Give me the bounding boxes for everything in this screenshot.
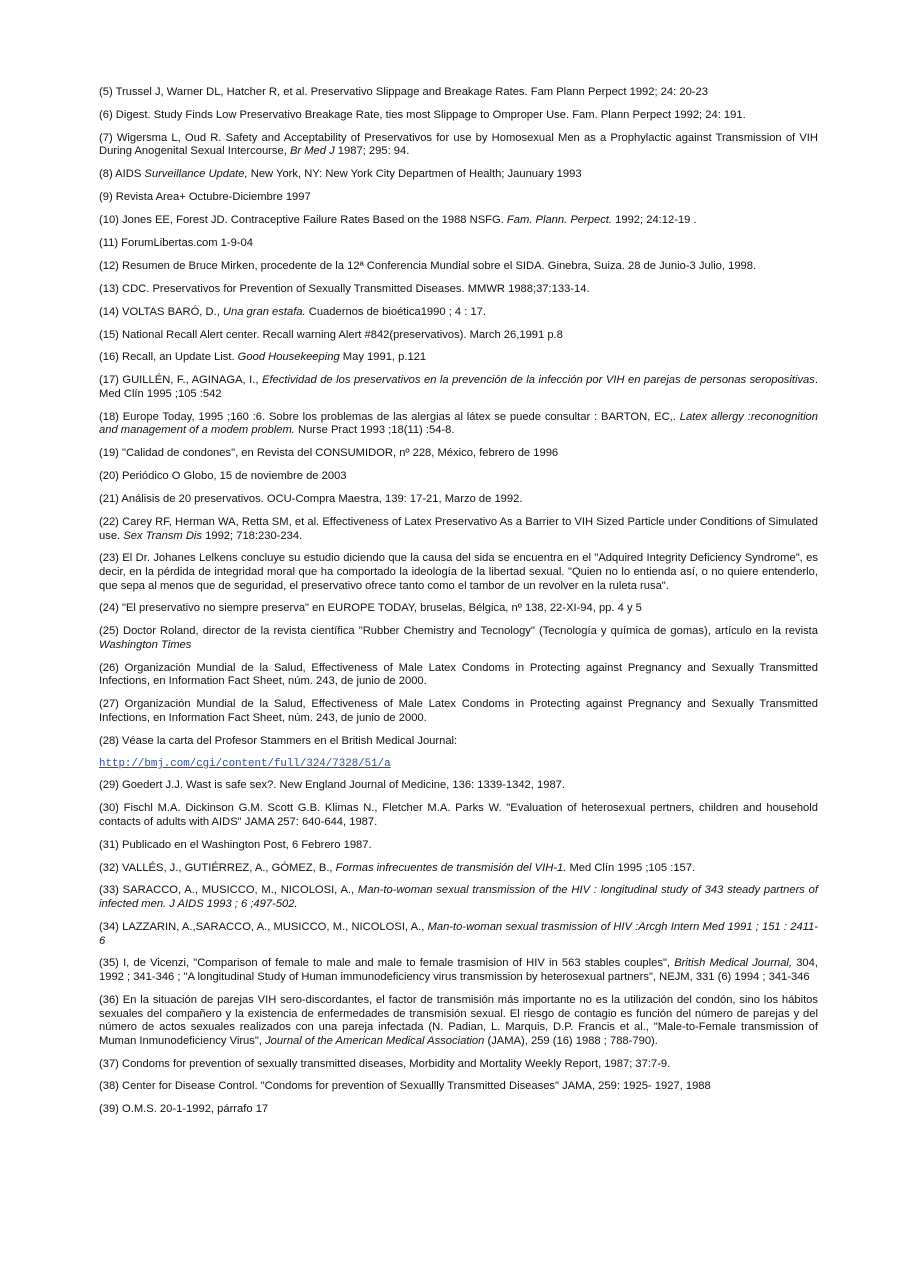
references-page [99, 86, 818, 1126]
reference-entry [99, 779, 818, 793]
reference-text: (JAMA), 259 (16) 1988 ; 788-790). [484, 1034, 658, 1047]
reference-entry [99, 329, 818, 343]
reference-text: (5) Trussel J, Warner DL, Hatcher R, et al. Preservativo Slippage and Breakage Rates. Fam Plann Perpect 1992; 24: 20-23 [99, 86, 708, 98]
reference-text: (6) Digest. Study Finds Low Preservativo Breakage Rate, ties most Slippage to Omproper Use. Fam. Plann Perpect 1992; 24: 191. [99, 108, 746, 121]
reference-title-italic: Sex Transm Dis [123, 529, 203, 542]
reference-title-italic: Journal of the American Medical Association [265, 1034, 485, 1047]
reference-text: (26) Organización Mundial de la Salud, Effectiveness of Male Latex Condoms in Protecting against Pregnancy and Sexually Transmitted Infections, en Information Fact Sheet, núm. 243, de junio de 2000. [99, 661, 818, 688]
reference-text: (18) Europe Today, 1995 ;160 :6. Sobre los problemas de las alergias al látex se puede consultar : BARTON, EC,. [99, 410, 680, 423]
reference-entry [99, 921, 818, 948]
reference-text: (31) Publicado en el Washington Post, 6 Febrero 1987. [99, 838, 372, 851]
reference-text: (19) "Calidad de condones", en Revista del CONSUMIDOR, nº 228, México, febrero de 1996 [99, 447, 559, 460]
reference-title-italic: Man-to-woman sexual trasmission of HIV :Arcgh Intern Med 1991 ; 151 : 2411-6 [99, 920, 818, 947]
reference-title-italic: Latex allergy :reconognition and management of a modem problem. [99, 410, 818, 437]
reference-text: (22) Carey RF, Herman WA, Retta SM, et al. Effectiveness of Latex Preservativo As a Barrier to VIH Sized Particle under Conditions of Simulated use. [99, 515, 818, 542]
reference-entry [99, 86, 818, 100]
reference-title-italic: Br Med J [289, 145, 335, 158]
reference-text: (23) El Dr. Johanes Lelkens concluye su estudio diciendo que la causa del sida se encuentra en el "Adquired Integrity Deficiency Syndrome", es decir, en la pérdida de integridad moral que ha comportado la ideología de la libertad sexual. "Quien no lo entienda así, o no quiere entenderlo, que sepa al menos que de seguridad, el preservativo ofrece tanto como el tambor de un revolver en la ruleta rusa". [99, 552, 818, 592]
reference-text: (13) CDC. Preservativos for Prevention of Sexually Transmitted Diseases. MMWR 1988;37:133-14. [99, 282, 590, 295]
reference-entry [99, 1080, 818, 1094]
reference-text: (15) National Recall Alert center. Recall warning Alert #842(preservativos). March 26,1991 p.8 [99, 328, 563, 341]
reference-text: (36) En la situación de parejas VIH sero-discordantes, el factor de transmisión más importante no es la utilización del condón, sino los hábitos sexuales del compañero y la existencia de enfermedades de transmisión sexual. El riesgo de contagio es función del número de parejas y del número de actos sexuales realizados con una pareja infectada (N. Padian, L. Marquis, D.P. Francis et al., "Male-to-Female transmission of Muman Inmunodeficiency Virus", [99, 993, 818, 1047]
reference-entry [99, 552, 818, 593]
reference-text: (17) GUILLÉN, F., AGINAGA, I., [99, 374, 262, 387]
reference-text: (20) Periódico O Globo, 15 de noviembre de 2003 [99, 470, 347, 483]
reference-text: (21) Análisis de 20 preservativos. OCU-Compra Maestra, 139: 17-21, Marzo de 1992. [99, 493, 523, 506]
reference-entry [99, 191, 818, 205]
reference-title-italic: Surveillance Update, [144, 168, 248, 181]
reference-entry [99, 411, 818, 438]
reference-text: (11) ForumLibertas.com 1-9-04 [99, 236, 253, 249]
reference-entry [99, 132, 818, 159]
reference-text: (16) Recall, an Update List. [99, 351, 238, 364]
reference-entry [99, 862, 818, 876]
reference-entry [99, 470, 818, 484]
reference-entry [99, 662, 818, 689]
reference-entry [99, 447, 818, 461]
reference-text: (28) Véase la carta del Profesor Stammers en el British Medical Journal: [99, 734, 458, 747]
reference-entry [99, 109, 818, 123]
reference-entry [99, 237, 818, 251]
reference-text: (35) I, de Vicenzi, "Comparison of female to male and male to female trasmision of HIV in 563 stables couples", [99, 957, 675, 970]
reference-text: (10) Jones EE, Forest JD. Contraceptive Failure Rates Based on the 1988 NSFG. [99, 214, 507, 227]
reference-text: (29) Goedert J.J. Wast is safe sex?. New England Journal of Medicine, 136: 1339-1342, 1987. [99, 779, 565, 792]
reference-entry [99, 957, 818, 984]
reference-title-italic: Formas infrecuentes de transmisión del VIH-1. [335, 861, 567, 874]
reference-text: May 1991, p.121 [339, 351, 427, 364]
reference-entry [99, 516, 818, 543]
reference-text: (38) Center for Disease Control. "Condoms for prevention of Sexuallly Transmitted Diseases" JAMA, 259: 1925- 1927, 1988 [99, 1080, 711, 1093]
reference-link[interactable]: http://bmj.com/cgi/content/full/324/7328/51/a [99, 757, 391, 770]
reference-entry [99, 306, 818, 320]
reference-text: (30) Fischl M.A. Dickinson G.M. Scott G.B. Klimas N., Fletcher M.A. Parks W. "Evaluation of heterosexual pertners, children and household contacts of adults with AIDS" JAMA 257: 640-644, 1987. [99, 802, 818, 828]
reference-text: 1992; 24:12-19 . [612, 214, 697, 227]
reference-text: . Med Clín 1995 ;105 :542 [99, 374, 818, 400]
reference-text: (27) Organización Mundial de la Salud, Effectiveness of Male Latex Condoms in Protecting against Pregnancy and Sexually Transmitted Infections, en Information Fact Sheet, núm. 243, de junio de 2000. [99, 698, 818, 724]
reference-entry [99, 802, 818, 829]
reference-text: New York, NY: New York City Departmen of Health; Jaunuary 1993 [247, 168, 582, 181]
reference-entry [99, 884, 818, 911]
reference-entry [99, 1058, 818, 1072]
reference-text: Cuadernos de bioética1990 ; 4 : 17. [305, 305, 487, 318]
reference-entry [99, 168, 818, 182]
reference-entry [99, 493, 818, 507]
reference-entry [99, 1103, 818, 1117]
reference-title-italic: Efectividad de los preservativos en la prevención de la infección por VIH en parejas de personas seropositivas [261, 374, 815, 387]
reference-entry [99, 602, 818, 616]
reference-text: 1987; 295: 94. [334, 145, 410, 158]
reference-text: (37) Condoms for prevention of sexually transmitted diseases, Morbidity and Mortality Weekly Report, 1987; 37:7-9. [99, 1057, 671, 1070]
reference-text: 304, 1992 ; 341-346 ; "A longitudinal Study of Human immunodeficiency virus transmission by heterosexual partners", NEJM, 331 (6) 1994 ; 341-346 [99, 957, 818, 984]
reference-title-italic: Una gran estafa. [222, 305, 306, 318]
reference-entry [99, 351, 818, 365]
reference-entry [99, 735, 818, 749]
reference-text: Med Clín 1995 ;105 :157. [566, 861, 696, 874]
reference-text: (24) "El preservativo no siempre preserva" en EUROPE TODAY, bruselas, Bélgica, nº 138, 22-XI-94, pp. 4 y 5 [99, 602, 642, 615]
reference-text: (25) Doctor Roland, director de la revista científica "Rubber Chemistry and Tecnology" (Tecnología y química de gomas), artículo en la revista [99, 625, 818, 638]
reference-text: (7) Wigersma L, Oud R. Safety and Acceptability of Preservativos for use by Homosexual Men as a Prophylactic against Transmission of VIH During Anogenital Sexual Intercourse, [99, 131, 818, 158]
reference-entry [99, 839, 818, 853]
reference-title-italic: Washington Times [99, 638, 192, 651]
reference-text: (14) VOLTAS BARÓ, D., [99, 305, 223, 318]
reference-entry [99, 374, 818, 401]
reference-text: 1992; 718:230-234. [202, 529, 303, 542]
reference-text: (12) Resumen de Bruce Mirken, procedente de la 12ª Conferencia Mundial sobre el SIDA. Ginebra, Suiza. 28 de Junio-3 Julio, 1998. [99, 259, 757, 272]
reference-text: Nurse Pract 1993 ;18(11) :54-8. [294, 424, 455, 437]
reference-entry [99, 994, 818, 1048]
reference-entry [99, 625, 818, 652]
reference-text: (34) LAZZARIN, A.,SARACCO, A., MUSICCO, M., NICOLOSI, A., [99, 920, 428, 933]
reference-text: (39) O.M.S. 20-1-1992, párrafo 17 [99, 1103, 269, 1116]
reference-title-italic: British Medical Journal, [674, 957, 793, 970]
reference-entry [99, 260, 818, 274]
reference-entry [99, 214, 818, 228]
reference-title-italic: Man-to-woman sexual transmission of the HIV : longitudinal study of 343 steady partners of infected men. J AIDS 1993 ; 6 ;497-502. [99, 884, 818, 911]
reference-text: (32) VALLÉS, J., GUTIÉRREZ, A., GÓMEZ, B., [99, 861, 336, 874]
reference-text: (9) Revista Area+ Octubre-Diciembre 1997 [99, 191, 311, 204]
reference-text: (8) AIDS [99, 168, 145, 181]
reference-entry [99, 283, 818, 297]
reference-title-italic: Fam. Plann. Perpect. [506, 214, 613, 227]
reference-text: (33) SARACCO, A., MUSICCO, M., NICOLOSI, A., [99, 884, 358, 897]
reference-title-italic: Good Housekeeping [237, 351, 340, 364]
reference-entry [99, 698, 818, 725]
